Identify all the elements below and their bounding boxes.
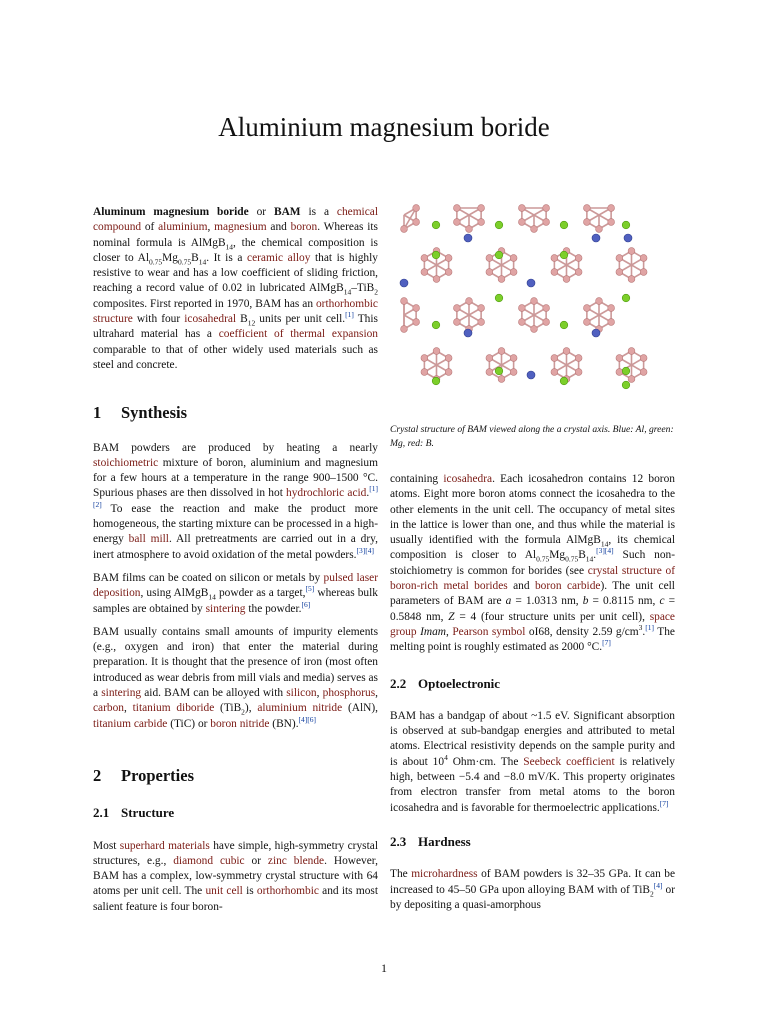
wiki-link[interactable]: aluminium xyxy=(158,221,208,234)
wiki-link[interactable]: icosahedral xyxy=(184,313,237,326)
wiki-link[interactable]: boron nitride xyxy=(210,717,270,730)
boron-atom xyxy=(498,276,505,283)
boron-atom xyxy=(413,205,420,212)
boron-atom xyxy=(596,226,603,233)
wiki-link[interactable]: orthorhombic xyxy=(256,885,319,898)
boron-atom xyxy=(640,269,647,276)
aluminium-atom xyxy=(464,329,472,337)
boron-atom xyxy=(518,219,525,226)
magnesium-atom xyxy=(432,221,440,229)
wiki-link[interactable]: ball mill xyxy=(128,533,169,546)
boron-atom xyxy=(413,219,420,226)
page-number: 1 xyxy=(381,961,387,975)
citation-ref[interactable]: [6] xyxy=(301,599,311,609)
boron-atom xyxy=(453,319,460,326)
boron-atom xyxy=(518,319,525,326)
boron-atom xyxy=(575,355,582,362)
wiki-link[interactable]: magnesium xyxy=(214,221,267,234)
boron-atom xyxy=(583,219,590,226)
boron-atom xyxy=(445,255,452,262)
left-column xyxy=(93,205,378,923)
boron-atom xyxy=(575,269,582,276)
boron-atom xyxy=(518,205,525,212)
magnesium-atom xyxy=(495,221,503,229)
boron-atom xyxy=(433,276,440,283)
boron-atom xyxy=(563,348,570,355)
boron-atom xyxy=(466,298,473,305)
wiki-link[interactable]: unit cell xyxy=(205,885,243,898)
boron-atom xyxy=(413,319,420,326)
wiki-link[interactable]: sintering xyxy=(101,687,142,700)
boron-atom xyxy=(575,369,582,376)
boron-atom xyxy=(421,355,428,362)
wiki-link[interactable]: hydrochloric acid xyxy=(286,487,367,500)
boron-atom xyxy=(628,348,635,355)
citation-ref[interactable]: [5] xyxy=(305,584,315,594)
wiki-link[interactable]: superhard materials xyxy=(119,839,210,852)
citation-ref[interactable]: [7] xyxy=(602,638,611,648)
crystal-structure-figure xyxy=(396,203,658,403)
wiki-link[interactable]: carbon xyxy=(93,702,124,715)
boron-atoms xyxy=(401,205,647,383)
wiki-link[interactable]: orthorhombic structure xyxy=(93,297,378,326)
boron-atom xyxy=(628,248,635,255)
boron-atom xyxy=(453,219,460,226)
citation-ref[interactable]: [4] xyxy=(653,880,663,890)
boron-atom xyxy=(608,205,615,212)
boron-atom xyxy=(478,305,485,312)
synthesis-paragraph-2: BAM films can be coated on silicon or metals by pulsed laser deposition, using AlMgB$_{14}$ powder as a target,[5] whereas bulk samples are obtained by sintering the powder.[6] xyxy=(93,571,378,615)
boron-atom xyxy=(543,305,550,312)
boron-atom xyxy=(640,355,647,362)
synthesis-paragraph-1: BAM powders are produced by heating a nearly stoichiometric mixture of boron, aluminium and magnesium for a few hours at a temperature in the range 900–1500 °C. Spurious phases are then dissolved in hot hydrochloric acid.[1][2] To ease the reaction and make the product more homogeneous, the starting mixture can be processed in a high-energy ball mill. All pretreatments are carried out in a dry, inert atmosphere to avoid oxidation of the metal powders.[3][4] xyxy=(93,441,378,561)
boron-atom xyxy=(551,269,558,276)
boron-atom xyxy=(518,305,525,312)
citation-ref[interactable]: [4][6] xyxy=(298,714,317,724)
magnesium-atom xyxy=(495,367,503,375)
aluminium-atom xyxy=(400,279,408,287)
aluminium-atom xyxy=(624,234,632,242)
structure-paragraph-continued: containing icosahedra. Each icosahedron contains 12 boron atoms. Eight more boron atoms connect the icosahedra to the other elements in the unit cell. The occupancy of metal sites in the lattice is lower than one, and thus while the material is usually identified with the formula AlMgB$_{14}$, its chemical composition is closer to $Al_{0.75}Mg_{0.75}B_{14}.[3][4]$ Such non-stoichiometry is common for borides (see crystal structure of boron-rich metal borides and boron carbide). The unit cell parameters of BAM are a = 1.0313 nm, b = 0.8115 nm, c = 0.5848 nm, Z = 4 (four structure units per unit cell), space group Imam, Pearson symbol oI68, density 2.59 $g/cm^3.[1]$ The melting point is roughly estimated as 2000 °C.[7] xyxy=(390,473,676,654)
boron-atom xyxy=(498,348,505,355)
wiki-link[interactable]: sintering xyxy=(205,602,246,615)
wiki-link[interactable]: zinc blende xyxy=(267,854,325,867)
aluminium-atom xyxy=(464,234,472,242)
wiki-link[interactable]: Pearson symbol xyxy=(452,625,526,638)
boron-atom xyxy=(608,305,615,312)
boron-atom xyxy=(628,376,635,383)
boron-atom xyxy=(498,376,505,383)
boron-atom xyxy=(421,369,428,376)
wiki-link[interactable]: chemical compound xyxy=(93,206,378,234)
boron-atom xyxy=(478,205,485,212)
boron-atom xyxy=(616,269,623,276)
boron-atom xyxy=(583,305,590,312)
magnesium-atom xyxy=(560,377,568,385)
boron-atom xyxy=(543,205,550,212)
section-heading-synthesis: 1 Synthesis xyxy=(93,403,188,423)
boron-atom xyxy=(628,276,635,283)
subsection-heading-hardness: 2.3 Hardness xyxy=(390,833,471,849)
wiki-link[interactable]: ceramic alloy xyxy=(247,251,311,264)
magnesium-atom xyxy=(495,251,503,259)
citation-ref[interactable]: [1] xyxy=(645,623,655,633)
aluminium-atom xyxy=(527,279,535,287)
wiki-link[interactable]: titanium carbide xyxy=(93,717,168,730)
boron-atom xyxy=(421,255,428,262)
boron-atom xyxy=(486,369,493,376)
magnesium-atom xyxy=(622,294,630,302)
boron-atom xyxy=(478,319,485,326)
boron-atom xyxy=(616,369,623,376)
boron-atom xyxy=(551,355,558,362)
boron-atom xyxy=(551,369,558,376)
boron-atom xyxy=(640,369,647,376)
boron-atom xyxy=(640,255,647,262)
magnesium-atom xyxy=(560,321,568,329)
magnesium-atom xyxy=(432,377,440,385)
boron-atom xyxy=(616,255,623,262)
boron-atom xyxy=(551,255,558,262)
wiki-link[interactable]: silicon xyxy=(286,687,317,700)
boron-atom xyxy=(486,255,493,262)
intro-paragraph: Aluminum magnesium boride or BAM is a chemical compound of aluminium, magnesium and boron. Whereas its nominal formula is AlMgB$_{14}$, the chemical composition is closer to $Al_{0.75}Mg_{0.75}B_{14}$. It is a ceramic alloy that is highly resistive to wear and has a low coefficient of sliding friction, reaching a record value of 0.02 in lubricated AlMgB$_{14}$–TiB$_2$ composites. First reported in 1970, BAM has an orthorhombic structure with four icosahedral $B_{12}$ units per unit cell.[1] This ultrahard material has a coefficient of thermal expansion comparable to that of other widely used materials such as steel and concrete. xyxy=(93,206,379,371)
boron-atom xyxy=(401,326,408,333)
hardness-paragraph: The microhardness of BAM powders is 32–35 GPa. It can be increased to 45–50 GPa upon alloying BAM with of TiB$_2$[4] or by depositing a quasi-amorphous xyxy=(390,868,675,911)
wiki-link[interactable]: boron xyxy=(290,221,318,234)
boron-atom xyxy=(445,269,452,276)
bond-lines xyxy=(404,208,644,379)
wiki-link[interactable]: boron carbide xyxy=(534,580,601,593)
magnesium-atom xyxy=(622,381,630,389)
right-column xyxy=(390,472,675,921)
magnesium-atom xyxy=(432,321,440,329)
subsection-heading-optoelectronic: 2.2 Optoelectronic xyxy=(390,675,501,691)
magnesium-atom xyxy=(432,251,440,259)
aluminium-atom xyxy=(527,371,535,379)
figure-caption: Crystal structure of BAM viewed along the a crystal axis. Blue: Al, green: Mg, red: B. xyxy=(390,424,674,449)
optoelectronic-paragraph: BAM has a bandgap of about ~1.5 eV. Significant absorption is observed at sub-bandgap energies and attributed to metal atoms. Electrical resistivity depends on the sample purity and is about $10^4$ Ohm·cm. The Seebeck coefficient is relatively high, between −5.4 and −8.0 mV/K. This property originates from electron transfer from metal atoms to the boron icosahedra and is favorable for thermoelectric applications.[7] xyxy=(390,709,675,814)
boron-atom xyxy=(608,219,615,226)
boron-atom xyxy=(486,269,493,276)
boron-atom xyxy=(445,369,452,376)
boron-atom xyxy=(575,255,582,262)
magnesium-atom xyxy=(560,221,568,229)
boron-atom xyxy=(433,348,440,355)
boron-atom xyxy=(531,298,538,305)
boron-atom xyxy=(401,226,408,233)
boron-atom xyxy=(510,269,517,276)
boron-atom xyxy=(510,369,517,376)
boron-atom xyxy=(543,219,550,226)
subsection-heading-structure: 2.1 Structure xyxy=(93,805,175,821)
page-title: Aluminium magnesium boride xyxy=(218,112,550,142)
magnesium-atom xyxy=(622,367,630,375)
boron-atom xyxy=(510,355,517,362)
aluminium-atom xyxy=(592,329,600,337)
wiki-link[interactable]: phosphorus xyxy=(322,687,376,700)
structure-paragraph: Most superhard materials have simple, high-symmetry crystal structures, e.g., diamond cubic or zinc blende. However, BAM has a complex, low-symmetry crystal structure with 64 atoms per unit cell. The unit cell is orthorhombic and its most salient feature is four boron- xyxy=(93,839,379,913)
citation-ref[interactable]: [7] xyxy=(659,798,669,808)
citation-ref[interactable]: [3][4] xyxy=(356,545,374,555)
wiki-link[interactable]: crystal structure of boron-rich metal borides xyxy=(390,564,675,593)
wiki-link[interactable]: icosahedra xyxy=(443,473,493,485)
boron-atom xyxy=(486,355,493,362)
wiki-link[interactable]: coefficient of thermal expansion xyxy=(218,328,379,341)
wiki-link[interactable]: microhardness xyxy=(411,868,478,881)
boron-atom xyxy=(616,355,623,362)
boron-atom xyxy=(563,276,570,283)
wiki-link[interactable]: pulsed laser deposition xyxy=(93,571,378,600)
boron-atom xyxy=(531,226,538,233)
synthesis-paragraph-3: BAM usually contains small amounts of impurity elements (e.g., oxygen and iron) that enter the material during preparation. It is thought that the presence of iron (most often introduced as wear debris from mill vials and media) serves as a sintering aid. BAM can be alloyed with silicon, phosphorus, carbon, titanium diboride (TiB$_2$), aluminium nitride (AlN), titanium carbide (TiC) or boron nitride (BN).[4][6] xyxy=(93,625,379,730)
boron-atom xyxy=(510,255,517,262)
boron-atom xyxy=(421,269,428,276)
aluminium-atom xyxy=(592,234,600,242)
section-heading-properties: 2 Properties xyxy=(93,765,195,785)
boron-atom xyxy=(531,326,538,333)
boron-atom xyxy=(453,205,460,212)
wiki-link[interactable]: diamond cubic xyxy=(173,854,245,867)
magnesium-atom xyxy=(622,221,630,229)
boron-atom xyxy=(543,319,550,326)
boron-atom xyxy=(453,305,460,312)
wiki-link[interactable]: aluminium nitride xyxy=(257,702,343,715)
boron-atom xyxy=(596,298,603,305)
magnesium-atom xyxy=(495,294,503,302)
citation-ref[interactable]: [1][2] xyxy=(93,484,378,509)
citation-ref[interactable]: [1] xyxy=(345,310,354,320)
citation-ref[interactable]: [3][4] xyxy=(596,546,614,556)
wiki-link[interactable]: titanium diboride xyxy=(132,702,215,715)
boron-atom xyxy=(445,355,452,362)
wiki-link[interactable]: Seebeck coefficient xyxy=(523,755,615,768)
boron-atom xyxy=(401,298,408,305)
boron-atom xyxy=(583,319,590,326)
boron-atom xyxy=(608,319,615,326)
boron-atom xyxy=(478,219,485,226)
boron-atom xyxy=(466,226,473,233)
magnesium-atom xyxy=(560,251,568,259)
boron-atom xyxy=(583,205,590,212)
wiki-link[interactable]: stoichiometric xyxy=(93,456,159,469)
wiki-link[interactable]: space group xyxy=(390,610,675,638)
boron-atom xyxy=(413,305,420,312)
